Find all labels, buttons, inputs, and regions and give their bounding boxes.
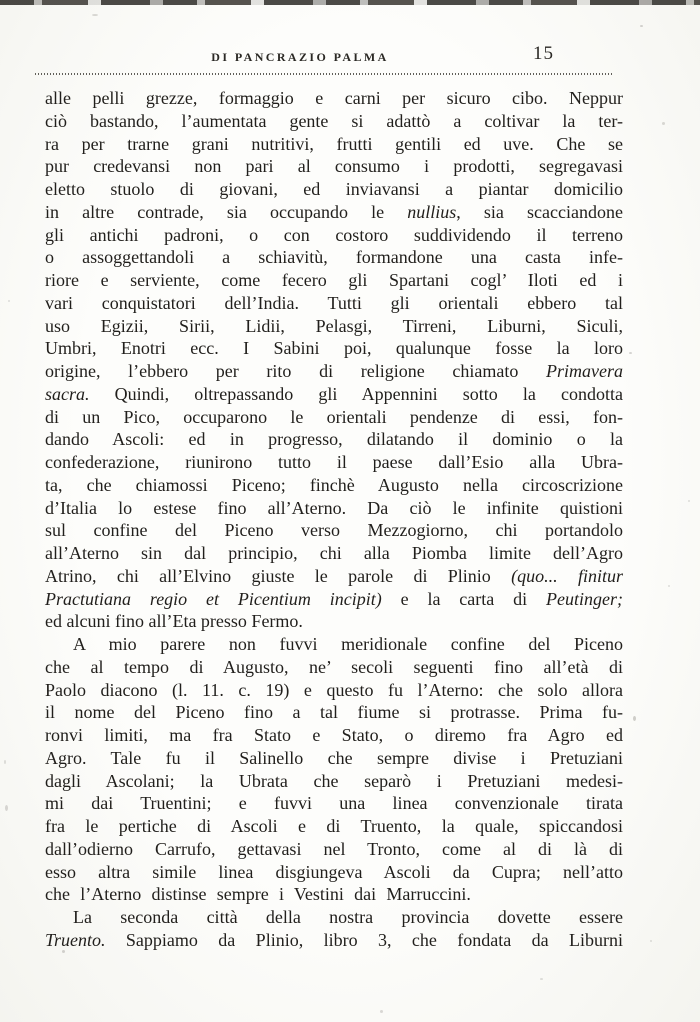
text-segment: d’Italia lo estese fino all’Aterno. Da ciò le infinite quistioni bbox=[45, 497, 623, 518]
scan-speck bbox=[629, 352, 632, 354]
italic-text-segment: sacra. bbox=[45, 383, 90, 404]
text-segment: gli antichi padroni, o con costoro suddividendo il terreno bbox=[45, 224, 623, 245]
italic-text-segment: Practutiana regio et Picentium incipit) bbox=[45, 588, 382, 609]
text-line bbox=[45, 474, 623, 497]
text-segment: Atrino, chi all’Elvino giuste le parole di Plinio bbox=[45, 565, 512, 586]
text-segment: ra per trarne grani nutritivi, frutti gentili ed uve. Che se bbox=[45, 133, 623, 154]
text-line bbox=[45, 883, 623, 906]
text-segment: all’Aterno sin dal principio, chi alla Piomba limite dell’Agro bbox=[45, 543, 623, 563]
text-segment: dando Ascoli: ed in progresso, dilatando il dominio o la bbox=[45, 429, 623, 450]
text-line bbox=[45, 201, 623, 224]
italic-text-segment: Truento. bbox=[45, 929, 106, 950]
scan-speck bbox=[62, 950, 65, 953]
text-segment: che l’Aterno distinse sempre i Vestini dai Marruccini. bbox=[45, 884, 471, 905]
text-line bbox=[45, 724, 623, 747]
text-segment: vari conquistatori dell’India. Tutti gli orientali ebbero tal bbox=[45, 292, 623, 313]
text-segment: mi dai Truentini; e fuvvi una linea convenzionale tirata bbox=[45, 793, 623, 814]
text-segment: A mio parere non fuvvi meridionale confine del Piceno bbox=[73, 634, 623, 654]
text-line bbox=[45, 246, 623, 269]
text-line bbox=[45, 87, 623, 110]
scan-speck bbox=[650, 940, 652, 942]
text-line bbox=[45, 929, 623, 952]
text-segment: ciò bastando, l’aumentata gente si adattò a coltivar la ter- bbox=[45, 110, 623, 131]
text-segment: dagli Ascolani; la Ubrata che separò i Pretuziani medesi- bbox=[45, 770, 623, 791]
scan-speck bbox=[662, 122, 665, 125]
scan-edge-artifact bbox=[0, 0, 700, 5]
scan-speck bbox=[668, 585, 670, 587]
text-segment: che al tempo di Augusto, ne’ secoli seguenti fino all’età di bbox=[45, 656, 623, 677]
text-segment: Umbri, Enotri ecc. I Sabini poi, qualunque fosse la loro bbox=[45, 338, 623, 359]
page-number: 15 bbox=[533, 43, 554, 64]
text-line bbox=[45, 224, 623, 247]
text-segment: alle pelli grezze, formaggio e carni per sicuro cibo. Neppur bbox=[45, 88, 623, 108]
scan-speck bbox=[688, 500, 690, 502]
text-segment: Agro. Tale fu il Salinello che sempre divise i Pretuziani bbox=[45, 747, 623, 768]
text-line bbox=[45, 519, 623, 542]
text-line bbox=[45, 497, 623, 520]
text-line bbox=[45, 565, 623, 588]
text-segment: ed alcuni fino all’Eta presso Fermo. bbox=[45, 611, 303, 632]
text-segment: origine, l’ebbero per rito di religione chiamato bbox=[45, 361, 547, 381]
scan-speck bbox=[380, 1010, 383, 1013]
text-line bbox=[45, 315, 623, 338]
text-segment: di un Pico, occuparono le orientali pendenze di essi, fon- bbox=[45, 406, 623, 427]
text-segment: sul confine del Piceno verso Mezzogiorno, chi portandolo bbox=[45, 520, 623, 541]
text-line bbox=[45, 383, 623, 406]
text-line bbox=[45, 588, 623, 611]
text-line bbox=[45, 133, 623, 156]
scan-speck bbox=[74, 944, 76, 946]
text-line bbox=[45, 815, 623, 838]
text-segment: Sappiamo da Plinio, libro 3, che fondata da Liburni bbox=[105, 929, 623, 950]
text-segment: , sia scacciandone bbox=[456, 201, 623, 222]
text-segment: o assoggettandoli a schiavitù, formandone una casta infe- bbox=[45, 247, 623, 268]
italic-text-segment: Primavera bbox=[546, 361, 623, 381]
scan-speck bbox=[92, 14, 98, 16]
text-segment: dall’odierno Carrufo, gettavasi nel Tronto, come al di là di bbox=[45, 838, 623, 859]
text-line bbox=[45, 451, 623, 474]
text-line bbox=[45, 110, 623, 133]
text-segment: confederazione, riunirono tutto il paese dall’Esio alla Ubra- bbox=[45, 452, 623, 472]
text-segment: uso Egizii, Sirii, Lidii, Pelasgi, Tirreni, Liburni, Siculi, bbox=[45, 315, 623, 336]
text-line bbox=[45, 633, 623, 656]
text-line bbox=[45, 770, 623, 793]
scan-speck bbox=[5, 805, 8, 811]
text-line bbox=[45, 792, 623, 815]
italic-text-segment: Peutinger; bbox=[546, 588, 623, 609]
text-segment: riore e serviente, come fecero gli Spartani cogl’ Iloti ed i bbox=[45, 270, 623, 290]
text-line bbox=[45, 269, 623, 292]
text-line bbox=[45, 747, 623, 770]
text-line bbox=[45, 838, 623, 861]
italic-text-segment: nullius bbox=[407, 201, 457, 222]
text-line bbox=[45, 406, 623, 429]
text-line bbox=[45, 656, 623, 679]
text-segment: ronvi limiti, ma fra Stato e Stato, o diremo fra Agro ed bbox=[45, 725, 623, 745]
text-line bbox=[45, 155, 623, 178]
text-line bbox=[45, 178, 623, 201]
text-line bbox=[45, 679, 623, 702]
scan-speck bbox=[4, 760, 6, 764]
scan-speck bbox=[640, 25, 643, 27]
running-header-title: DI PANCRAZIO PALMA bbox=[211, 50, 389, 64]
text-line bbox=[45, 701, 623, 724]
header-rule bbox=[35, 73, 613, 75]
text-line bbox=[45, 360, 623, 383]
text-segment: fra le pertiche di Ascoli e di Truento, la quale, spiccandosi bbox=[45, 816, 623, 836]
text-line bbox=[45, 337, 623, 360]
text-line bbox=[45, 861, 623, 884]
scan-speck bbox=[540, 978, 543, 980]
text-line bbox=[45, 610, 623, 633]
page-body bbox=[45, 87, 623, 952]
text-segment: Quindi, oltrepassando gli Appennini sotto la condotta bbox=[89, 383, 623, 404]
text-segment: ta, che chiamossi Piceno; finchè Augusto nella circoscrizione bbox=[45, 474, 623, 495]
text-segment: eletto stuolo di giovani, ed inviavansi a piantar domicilio bbox=[45, 179, 623, 199]
text-line bbox=[45, 428, 623, 451]
text-segment: il nome del Piceno fino a tal fiume si protrasse. Prima fu- bbox=[45, 702, 623, 723]
text-segment: Paolo diacono (l. 11. c. 19) e questo fu l’Aterno: che solo allora bbox=[45, 679, 623, 700]
text-segment: pur credevansi non pari al consumo i prodotti, segregavasi bbox=[45, 156, 623, 177]
text-segment: in altre contrade, sia occupando le bbox=[45, 201, 408, 222]
text-line bbox=[45, 292, 623, 315]
text-segment: La seconda città della nostra provincia dovette essere bbox=[73, 907, 623, 927]
scan-speck bbox=[8, 300, 10, 302]
italic-text-segment: (quo... finitur bbox=[511, 565, 623, 586]
text-line bbox=[45, 906, 623, 929]
text-segment: e la carta di bbox=[381, 588, 547, 609]
scan-speck bbox=[633, 716, 636, 721]
text-line bbox=[45, 542, 623, 565]
text-segment: esso altra simile linea disgiungeva Ascoli da Cupra; nell’atto bbox=[45, 861, 623, 882]
